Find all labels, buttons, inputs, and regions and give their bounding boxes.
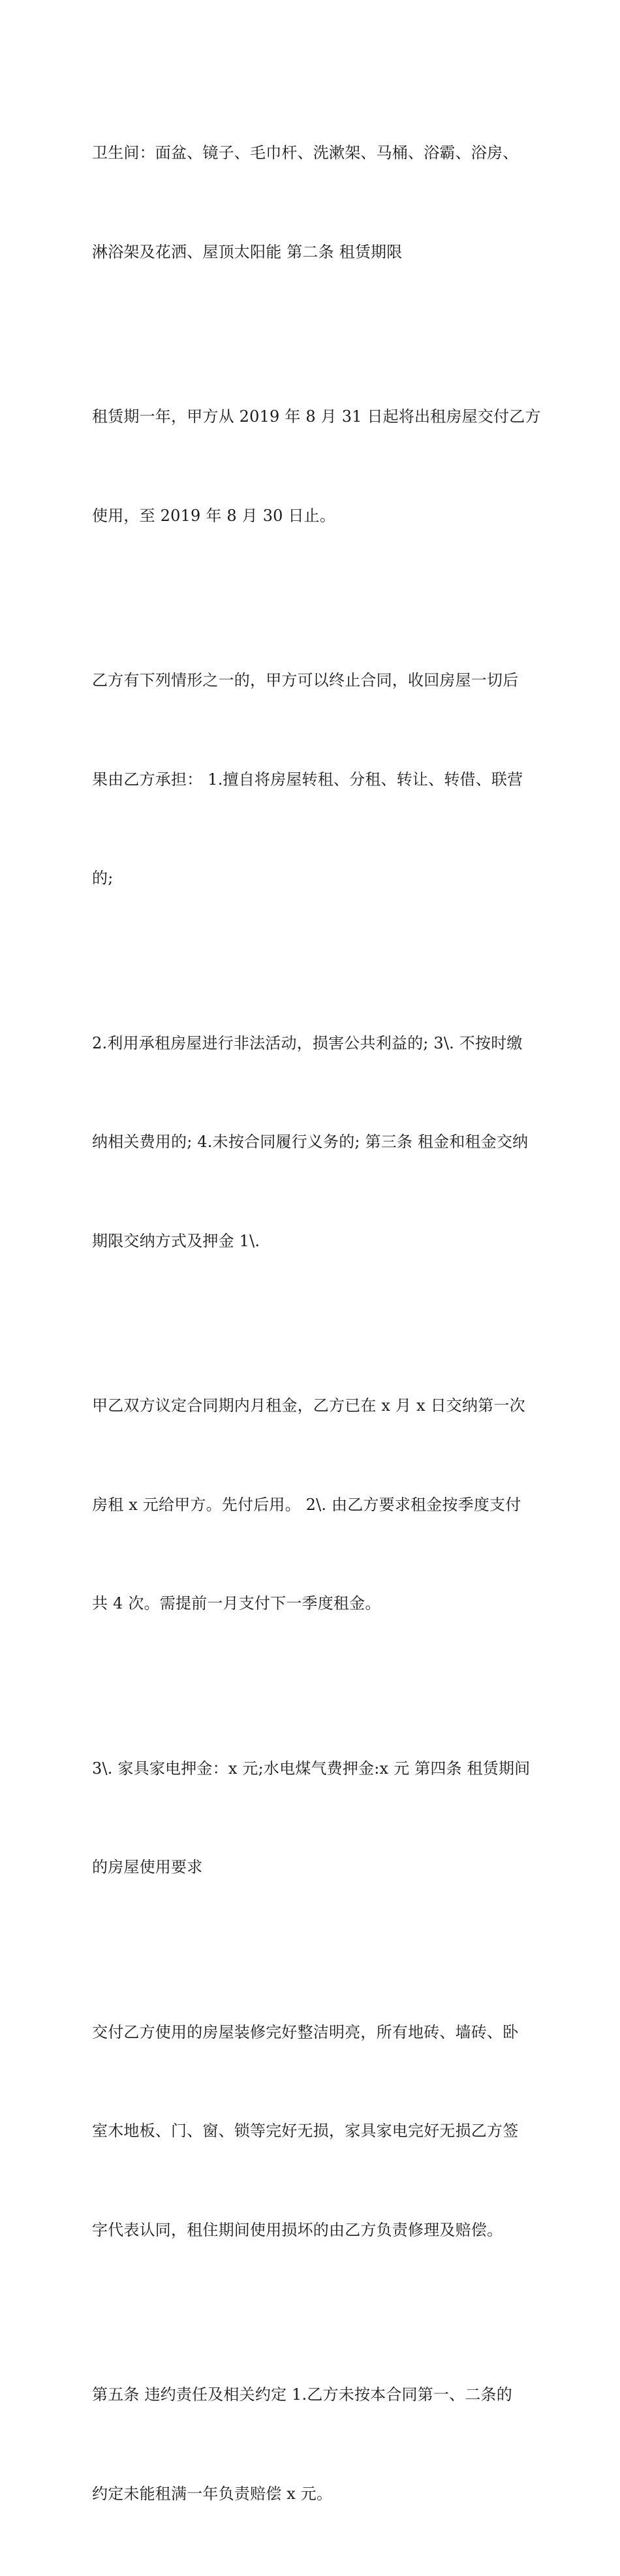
text-line: 租赁期一年，甲方从 2019 年 8 月 31 日起将出租房屋交付乙方 [92,407,541,426]
text-line: 房租 x 元给甲方。先付后用。 2\. 由乙方要求租金按季度支付 [92,1495,521,1514]
paragraph-lease-term [92,334,541,598]
paragraph-bathroom-items [92,71,536,334]
text-line: 使用，至 2019 年 8 月 30 日止。 [92,506,336,525]
paragraph-rent-payment [92,1323,536,1686]
paragraph-violations [92,961,536,1324]
text-line: 2.利用承租房屋进行非法活动，损害公共利益的; 3\. 不按时缴 [92,1033,523,1052]
text-line: 第五条 违约责任及相关约定 1.乙方未按本合同第一、二条的 [92,2385,512,2404]
text-line: 的房屋使用要求 [92,1858,203,1876]
text-line: 卫生间：面盆、镜子、毛巾杆、洗漱架、马桶、浴霸、浴房、 [92,144,519,162]
text-line: 室木地板、门、窗、锁等完好无损，家具家电完好无损乙方签 [92,2122,519,2140]
text-line: 约定未能租满一年负责赔偿 x 元。 [92,2484,333,2503]
paragraph-deposits [92,1686,536,1950]
text-line: 的; [92,869,114,887]
text-line: 淋浴架及花洒、屋顶太阳能 第二条 租赁期限 [92,242,403,261]
text-line: 果由乙方承担： 1.擅自将房屋转租、分租、转让、转借、联营 [92,770,523,789]
text-line: 交付乙方使用的房屋装修完好整洁明亮，所有地砖、墙砖、卧 [92,2022,519,2041]
paragraph-breach-liability [92,2312,536,2576]
text-line: 纳相关费用的; 4.未按合同履行义务的; 第三条 租金和租金交纳 [92,1133,529,1151]
contract-body [92,71,541,2576]
text-line: 乙方有下列情形之一的，甲方可以终止合同，收回房屋一切后 [92,671,519,689]
text-line: 甲乙双方议定合同期内月租金，乙方已在 x 月 x 日交纳第一次 [92,1396,525,1415]
paragraph-termination [92,598,536,961]
text-line: 期限交纳方式及押金 1\. [92,1231,260,1250]
text-line: 共 4 次。需提前一月支付下一季度租金。 [92,1594,381,1612]
paragraph-usage-requirements [92,1950,536,2313]
text-line: 字代表认同，租住期间使用损坏的由乙方负责修理及赔偿。 [92,2220,503,2239]
text-line: 3\. 家具家电押金：x 元;水电煤气费押金:x 元 第四条 租赁期间 [92,1759,531,1778]
